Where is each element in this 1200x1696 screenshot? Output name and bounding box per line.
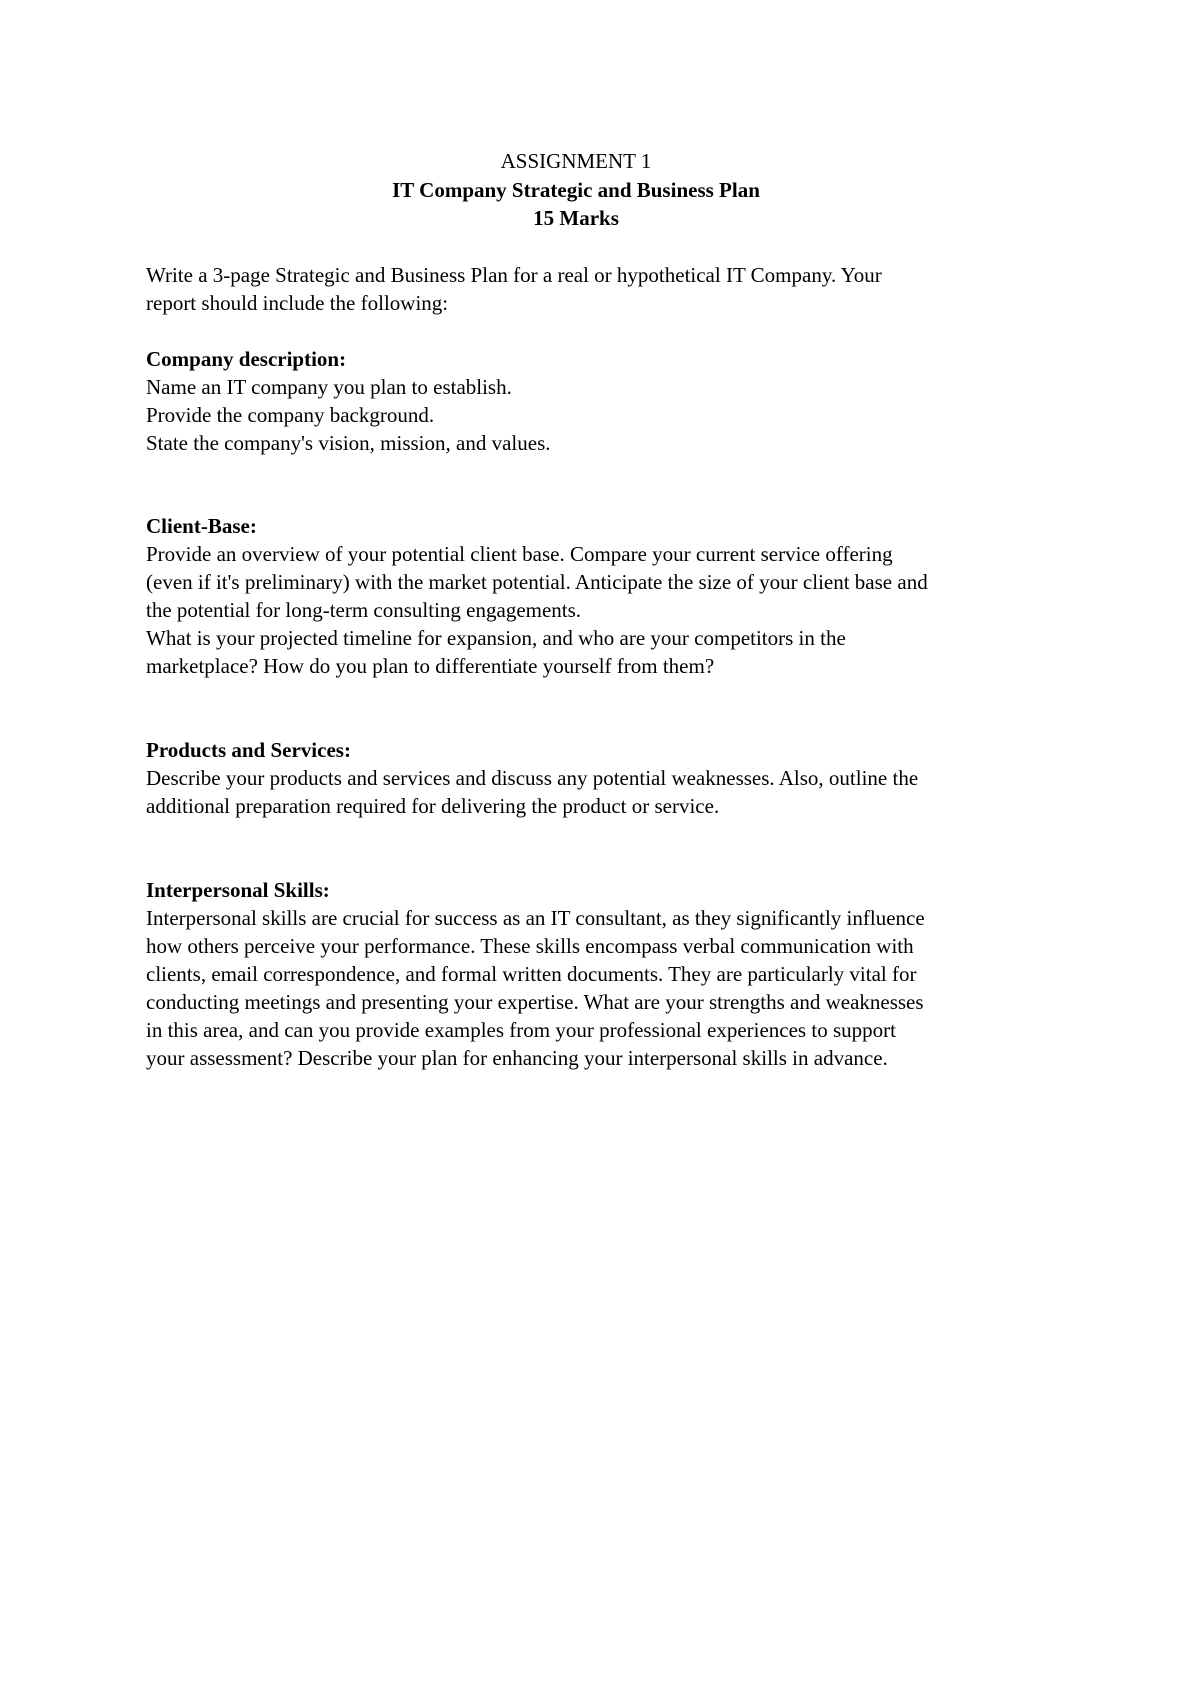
section-heading: Products and Services: <box>146 737 351 762</box>
section-heading: Interpersonal Skills: <box>146 877 330 902</box>
section-line: marketplace? How do you plan to differentiate yourself from them? <box>146 653 715 678</box>
section-line: What is your projected timeline for expansion, and who are your competitors in the <box>146 625 846 650</box>
section-interpersonal-skills <box>146 876 1066 1072</box>
document-title-block <box>116 147 1036 233</box>
section-line: (even if it's preliminary) with the market potential. Anticipate the size of your client base and <box>146 569 928 594</box>
section-client-base <box>146 512 1066 680</box>
document-title: IT Company Strategic and Business Plan <box>392 177 760 202</box>
assignment-number: ASSIGNMENT 1 <box>500 149 652 173</box>
section-line: clients, email correspondence, and formal written documents. They are particularly vital for <box>146 961 917 986</box>
document-content <box>146 147 1066 1072</box>
section-line: your assessment? Describe your plan for enhancing your interpersonal skills in advance. <box>146 1045 888 1070</box>
marks-label: 15 Marks <box>533 206 619 230</box>
section-products-and-services <box>146 736 1066 820</box>
intro-line: Write a 3-page Strategic and Business Plan for a real or hypothetical IT Company. Your <box>146 262 882 287</box>
section-line: Provide the company background. <box>146 402 435 427</box>
section-line: the potential for long-term consulting engagements. <box>146 597 582 622</box>
section-line: Name an IT company you plan to establish. <box>146 374 512 399</box>
section-line: how others perceive your performance. These skills encompass verbal communication with <box>146 933 914 958</box>
section-line: Describe your products and services and discuss any potential weaknesses. Also, outline the <box>146 765 919 790</box>
section-line: in this area, and can you provide examples from your professional experiences to support <box>146 1017 896 1042</box>
section-company-description <box>146 345 1066 457</box>
intro-paragraph <box>146 261 1066 317</box>
section-heading: Company description: <box>146 346 347 371</box>
section-line: Provide an overview of your potential client base. Compare your current service offering <box>146 541 893 566</box>
section-heading: Client-Base: <box>146 513 257 538</box>
section-line: Interpersonal skills are crucial for success as an IT consultant, as they significantly influence <box>146 905 925 930</box>
intro-line: report should include the following: <box>146 290 449 315</box>
section-line: additional preparation required for delivering the product or service. <box>146 793 720 818</box>
section-line: State the company's vision, mission, and values. <box>146 430 551 455</box>
section-line: conducting meetings and presenting your expertise. What are your strengths and weaknesses <box>146 989 924 1014</box>
